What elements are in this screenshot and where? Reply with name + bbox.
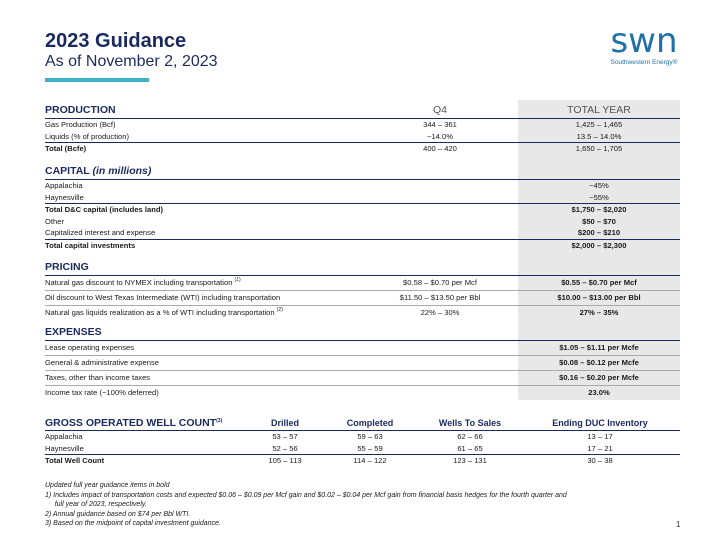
well-count-header [45,417,680,431]
cell-drilled: 105 – 113 [268,456,302,465]
table-row [45,443,680,455]
row-label: Gas Production (Bcf) [45,120,116,129]
row-label: Natural gas discount to NYMEX including transportation $^{(1)}$ [45,277,241,287]
cell-wells-to-sales: 61 – 65 [457,443,483,453]
q4-value: 344 – 361 [423,120,457,129]
capital-title: CAPITAL (in millions) [45,165,152,177]
total-year-value: ~45% [589,181,609,190]
footnote-ref: (3) [216,418,223,424]
table-row [45,180,680,192]
table-row [45,131,680,143]
row-label: Taxes, other than income taxes [45,373,151,382]
table-row [45,227,680,239]
table-row [45,276,680,291]
footnote-line: 1) Includes impact of transportation costs and expected $0.06 – $0.09 per Mcf gain and $0.02 – $0.04 per Mcf gain from financial basis hedges for the fourth quarter and [45,491,567,499]
table-row [45,119,680,131]
q4-value: 22% – 30% [420,308,460,317]
production-header [45,104,680,119]
footnote-ref: (2) [276,307,283,313]
cell-ending-duc: 17 – 21 [587,443,613,453]
company-logo [598,21,690,66]
cell-completed: 55 – 59 [357,443,383,453]
expenses-section [45,326,680,400]
production-section [45,104,680,155]
cell-drilled: 53 – 57 [272,432,298,441]
cell-wells-to-sales: 62 – 66 [457,432,483,441]
row-label: Total capital investments [45,240,136,250]
table-row [45,192,680,204]
footnotes [45,481,675,529]
logo-wordmark: swn [610,21,678,61]
row-label: Haynesville [45,192,84,202]
footnote-ref: (1) [234,277,241,283]
row-label: Total D&C capital (includes land) [45,205,163,214]
q4-value: $11.50 – $13.50 per Bbl [399,293,481,302]
row-label: Total Well Count [45,456,105,465]
q4-value: 400 – 420 [423,144,457,153]
capital-section [45,165,680,251]
total-year-value: $0.55 – $0.70 per Mcf [561,278,637,287]
footnote-line: Updated full year guidance items in bold [45,482,170,489]
table-row [45,291,680,306]
footnote-line: 3) Based on the midpoint of capital investment guidance. [45,520,221,528]
col-header-ending-duc: Ending DUC Inventory [552,418,648,428]
table-row [45,306,680,320]
table-row [45,216,680,228]
row-label: Liquids (% of production) [45,131,129,141]
well-count-table [45,417,680,467]
expenses-header [45,326,680,341]
table-row [45,371,680,386]
table-row-total [45,203,680,216]
pricing-title: PRICING [45,261,89,273]
total-year-value: $1.05 – $1.11 per Mcfe [559,343,639,352]
col-header-drilled: Drilled [270,418,299,428]
total-year-value: 27% – 35% [579,308,619,317]
capital-header [45,165,680,180]
col-header-wells-to-sales: Wells To Sales [438,418,502,428]
row-label: Appalachia [45,181,83,190]
total-year-value: $0.16 – $0.20 per Mcfe [559,373,639,382]
table-row [45,356,680,371]
row-label: Lease operating expenses [45,343,135,352]
total-year-value: $200 – $210 [577,228,621,237]
well-count-title: GROSS OPERATED WELL COUNT$^{(3)}$ [45,417,223,429]
row-label: Oil discount to West Texas Intermediate (WTI) including transportation [45,293,281,302]
logo-tagline: Southwestern Energy® [610,59,678,66]
production-title: PRODUCTION [45,104,116,116]
row-label: Income tax rate (~100% deferred) [45,388,159,397]
table-row [45,431,680,443]
total-year-value: $0.08 – $0.12 per Mcfe [559,358,639,367]
footnote-line: full year of 2023, respectively. [45,501,147,509]
cell-ending-duc: 30 – 38 [587,456,613,465]
table-row-total [45,454,680,467]
total-year-value: ~55% [589,192,609,202]
total-year-value: $10.00 – $13.00 per Bbl [557,293,641,302]
cell-drilled: 52 – 56 [272,443,298,453]
page-number: 1 [676,520,681,529]
q4-value: ~14.0% [427,131,453,141]
row-label: Haynesville [45,443,84,453]
total-year-value: 1,425 – 1,465 [575,120,623,129]
total-year-column-header: TOTAL YEAR [567,104,631,116]
row-label: Other [45,216,64,226]
q4-column-header: Q4 [432,104,447,116]
table-row-total [45,239,680,252]
q4-value: $0.58 – $0.70 per Mcf [403,278,477,287]
title-accent-bar [45,78,149,82]
footnote-line: 2) Annual guidance based on $74 per Bbl WTI. [45,510,191,518]
row-label: Natural gas liquids realization as a % of WTI including transportation $^{(2)}$ [45,307,283,317]
page-subtitle: As of November 2, 2023 [45,53,218,70]
capital-title-note: (in millions) [92,165,152,177]
cell-completed: 114 – 122 [353,456,387,465]
expenses-title: EXPENSES [45,326,102,338]
col-header-completed: Completed [346,418,394,428]
row-label: General & administrative expense [45,358,159,367]
row-label: Total (Bcfe) [45,144,87,153]
table-row [45,341,680,356]
total-year-value: $50 – $70 [582,216,616,226]
cell-wells-to-sales: 123 – 131 [453,456,487,465]
total-year-value: 1,650 – 1,705 [575,144,623,153]
cell-ending-duc: 13 – 17 [587,432,613,441]
total-year-value: $1,750 – $2,020 [571,205,627,214]
table-row-total [45,142,680,155]
row-label: Capitalized interest and expense [45,228,156,237]
table-row [45,386,680,400]
total-year-value: 13.5 – 14.0% [576,131,622,141]
page-title: 2023 Guidance [45,30,187,52]
cell-completed: 59 – 63 [357,432,383,441]
pricing-section [45,261,680,320]
total-year-value: $2,000 – $2,300 [571,240,627,250]
total-year-value: 23.0% [588,388,610,397]
pricing-header [45,261,680,276]
row-label: Appalachia [45,432,83,441]
